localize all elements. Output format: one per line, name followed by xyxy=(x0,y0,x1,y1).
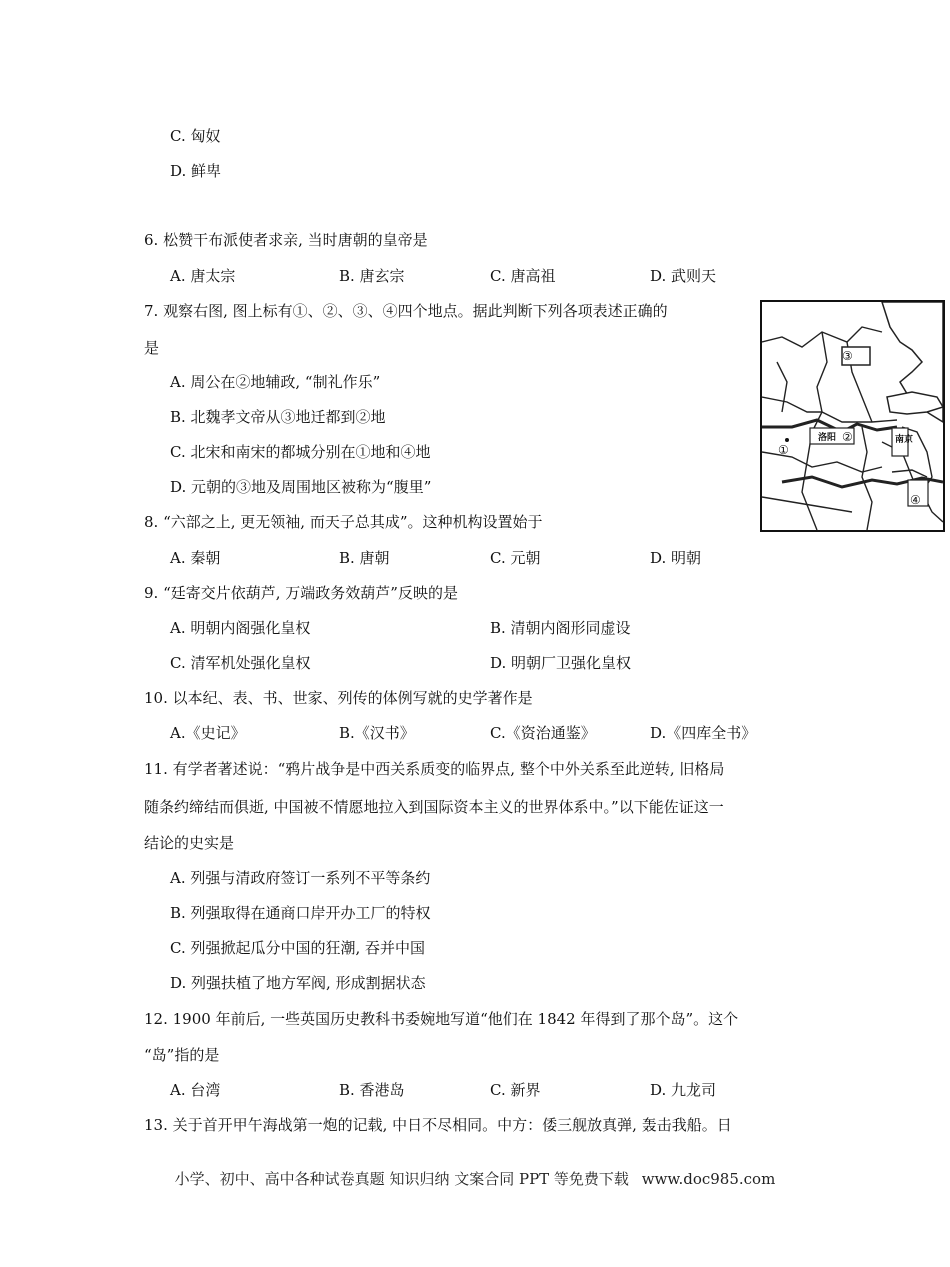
q11-option-c: C. 列强掀起瓜分中国的狂潮, 吞并中国 xyxy=(170,939,426,957)
q10-option-a: A.《史记》 xyxy=(170,724,246,742)
map-marker-4: ④ xyxy=(910,493,921,507)
q7-map-figure xyxy=(760,300,945,532)
map-dot-1 xyxy=(785,438,789,442)
q5-option-c: C. 匈奴 xyxy=(170,127,221,145)
q6-option-d: D. 武则天 xyxy=(650,267,717,285)
map-marker-3: ③ xyxy=(842,349,853,363)
q8-option-b: B. 唐朝 xyxy=(339,549,390,567)
q11-option-a: A. 列强与清政府签订一系列不平等条约 xyxy=(170,869,431,887)
q6-option-a: A. 唐太宗 xyxy=(170,267,236,285)
q8-option-c: C. 元朝 xyxy=(490,549,541,567)
q9-option-a: A. 明朝内阁强化皇权 xyxy=(170,619,311,637)
q7-option-b: B. 北魏孝文帝从③地迁都到②地 xyxy=(170,408,386,426)
q8-stem: 8. “六部之上, 更无领袖, 而天子总其成”。这种机构设置始于 xyxy=(144,513,543,531)
q13-stem-line1: 13. 关于首开甲午海战第一炮的记载, 中日不尽相同。中方：倭三舰放真弹, 轰击我船。日 xyxy=(144,1116,732,1134)
q12-option-d: D. 九龙司 xyxy=(650,1081,717,1099)
q12-stem-line2: “岛”指的是 xyxy=(144,1046,220,1064)
q7-option-c: C. 北宋和南宋的都城分别在①地和④地 xyxy=(170,443,431,461)
q11-stem-line1: 11. 有学者著述说：“鸦片战争是中西关系质变的临界点, 整个中外关系至此逆转, 旧格局 xyxy=(144,760,725,778)
q9-option-d: D. 明朝厂卫强化皇权 xyxy=(490,654,632,672)
q12-option-a: A. 台湾 xyxy=(170,1081,221,1099)
q8-option-d: D. 明朝 xyxy=(650,549,702,567)
q5-option-d: D. 鲜卑 xyxy=(170,162,222,180)
q12-stem-line1: 12. 1900 年前后, 一些英国历史教科书委婉地写道“他们在 1842 年得到了那个岛”。这个 xyxy=(144,1010,739,1028)
q10-option-d: D.《四库全书》 xyxy=(650,724,757,742)
q8-option-a: A. 秦朝 xyxy=(170,549,221,567)
q11-option-b: B. 列强取得在通商口岸开办工厂的特权 xyxy=(170,904,431,922)
footer-url[interactable]: www.doc985.com xyxy=(641,1170,776,1188)
q7-option-a: A. 周公在②地辅政, “制礼作乐” xyxy=(170,373,381,391)
map-label-nanjing: 南京 xyxy=(895,435,914,445)
q9-stem: 9. “廷寄交片依葫芦, 万端政务效葫芦”反映的是 xyxy=(144,584,458,602)
q10-stem: 10. 以本纪、表、书、世家、列传的体例写就的史学著作是 xyxy=(144,689,533,707)
q10-option-c: C.《资治通鉴》 xyxy=(490,724,596,742)
q11-stem-line3: 结论的史实是 xyxy=(144,834,235,852)
q7-option-d: D. 元朝的③地及周围地区被称为“腹里” xyxy=(170,478,432,496)
q9-option-c: C. 清军机处强化皇权 xyxy=(170,654,311,672)
q9-option-b: B. 清朝内阁形同虚设 xyxy=(490,619,631,637)
q12-option-c: C. 新界 xyxy=(490,1081,541,1099)
q11-option-d: D. 列强扶植了地方军阀, 形成割据状态 xyxy=(170,974,426,992)
q7-stem-line2: 是 xyxy=(144,339,160,357)
footer-text: 小学、初中、高中各种试卷真题 知识归纳 文案合同 PPT 等免费下载 xyxy=(174,1170,629,1188)
q6-stem: 6. 松赞干布派使者求亲, 当时唐朝的皇帝是 xyxy=(144,231,428,249)
q10-option-b: B.《汉书》 xyxy=(339,724,415,742)
map-marker-2: ② xyxy=(842,430,853,444)
q6-option-b: B. 唐玄宗 xyxy=(339,267,405,285)
q11-stem-line2: 随条约缔结而俱逝, 中国被不情愿地拉入到国际资本主义的世界体系中。”以下能佐证这一 xyxy=(144,798,724,816)
map-label-luoyang: 洛阳 xyxy=(818,433,837,443)
q6-option-c: C. 唐高祖 xyxy=(490,267,556,285)
page-footer xyxy=(0,1168,950,1189)
map-marker-1: ① xyxy=(778,443,789,457)
q12-option-b: B. 香港岛 xyxy=(339,1081,405,1099)
q7-stem-line1: 7. 观察右图, 图上标有①、②、③、④四个地点。据此判断下列各项表述正确的 xyxy=(144,302,668,320)
